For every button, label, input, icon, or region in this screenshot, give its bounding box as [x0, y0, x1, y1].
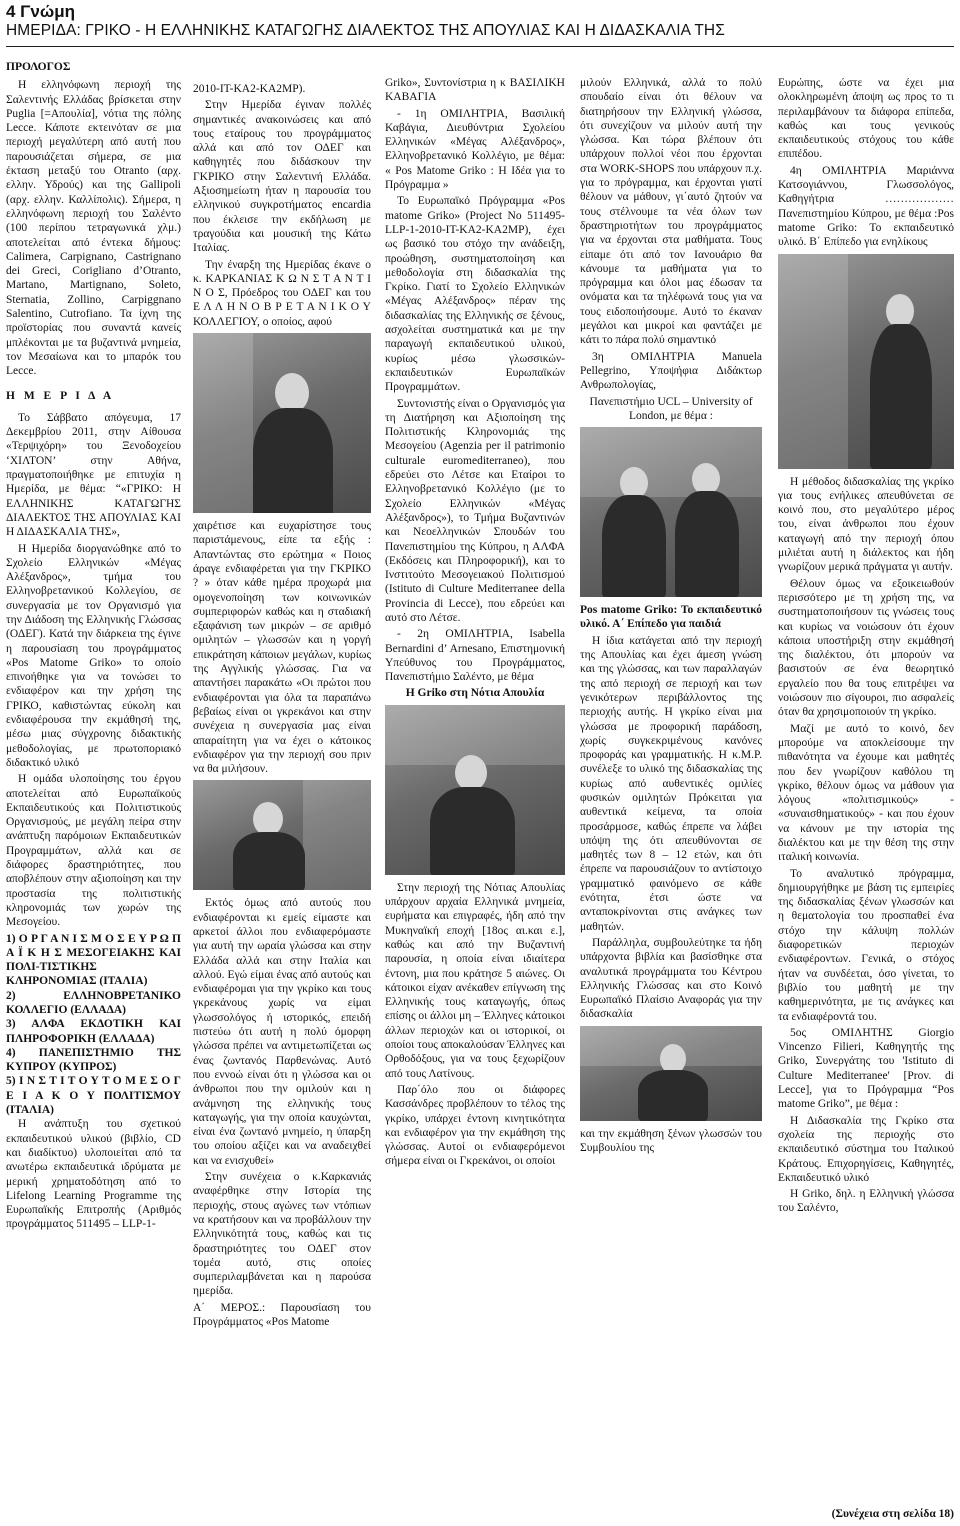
paragraph: Θέλουν όμως να εξοικειωθούν περισσότερο με τη χρήση της, να συστηματοποιήσουν τις γνώσεις τους και κυρίως να νοιώσουν ότι έχουν κάποια υποστήριξη στην εκμάθησή της διαλέκτου, ότι μπορούν να βασιστούν σε ένα θεωρητικό εργαλείο που θα τους επιτρέψει να νοιώσουν πιο σίγουροι, πιο ασφαλείς όταν θα χρησιμοποιούν τη γκρίκο.: [778, 577, 954, 719]
speaker-photo-6: [778, 254, 954, 469]
paragraph: Στην περιοχή της Νότιας Απουλίας υπάρχουν αρχαία Ελληνικά μνημεία, ευρήματα και επιγραφές, ήδη από την Μυκηναϊκή εποχή [18ος αι.και ε.], καθώς και από την Βυζαντινή παρουσία, η οποία είναι ιδιαίτερα έντονη, μια που κράτησε 5 αιώνες. Οι κάτοικοι είχαν ανέκαθεν επίγνωση της Ελληνικής τους καταγωγής, όπως επίσης οι άλλοι μη – Έλληνες κάτοικοι άλλων περιοχών και οι ιστορικοί, οι οποίοι τους αποκαλούσαν Έλληνες και Ορθοδόξους, για να τους ξεχωρίζουν από τους Λατίνους.: [385, 881, 565, 1080]
paragraph: Η μέθοδος διδασκαλίας της γκρίκο για τους ενήλικες απευθύνεται σε κοινό που, στο μεγαλύτερο μέρος του, είναι άνθρωποι που έχουν καταγωγή από την περιοχή όπου μιλιέται αυτή η διάλεκτος και ήδη γνωρίζουν μερικά πράγματα γι αυτήν.: [778, 475, 954, 574]
paragraph: Στην συνέχεια ο κ.Καρκανιάς αναφέρθηκε στην Ιστορία της περιοχής, στους αγώνες των ντόπιων να κρατήσουν και να προβάλλουν την Ελληνικότητά τους, καθώς και τις δραστηριότητες του ΟΔΕΓ στον τομέα αυτό, στις οποίες συμπεριλαμβάνεται και η παρούσα ημερίδα.: [193, 1171, 371, 1298]
paragraph: Μαζί με αυτό το κοινό, δεν μπορούμε να αποκλείσουμε την πιθανότητα να έχουμε και μαθητές που δεν γνωρίζουν καθόλου τη γκρίκο, θέλουν όμως να μάθουν για λόγους «πολιτισμικούς» - «συναισθηματικούς» - και που έχουν να κάνουν με την ιστορία της διαλέκτου και με την θέση της στην ιταλική κοινωνία.: [778, 722, 954, 864]
paragraph: Η ανάπτυξη του σχετικού εκπαιδευτικού υλικού (βιβλίο, CD και διαδίκτυο) υλοποιείται από τα ανωτέρω εκπαιδευτικά ιδρύματα με μερική χρηματοδότηση από το Lifelong Learning Programme της Ευρωπαϊκής Επιτροπής (Αριθμός προγράμματος 511495 – LLP-1-: [6, 1118, 181, 1231]
page-section-label: 4 Γνώμη: [6, 2, 75, 21]
continued-note: (Συνέχεια στη σελίδα 18): [831, 1508, 954, 1520]
speaker-photo-4: [580, 427, 762, 597]
speaker-photo-1: [193, 333, 371, 513]
paragraph: Πανεπιστήμιο UCL – University of London, με θέμα :: [589, 395, 753, 422]
talk-title: Η Griko στη Νότια Απουλία: [405, 687, 545, 700]
article-headline: ΗΜΕΡΙΔΑ: ΓΡΙΚΟ - Η ΕΛΛΗΝΙΚΗΣ ΚΑΤΑΓΩΓΗΣ ΔΙΑΛΕΚΤΟΣ ΤΗΣ ΑΠΟΥΛΙΑΣ ΚΑΙ Η ΔΙΔΑΣΚΑΛΙΑ ΤΗΣ: [6, 22, 725, 39]
paragraph: - 1η ΟΜΙΛΗΤΡΙΑ, Βασιλική Καβάγια, Διευθύντρια Σχολείου Ελληνικών «Μέγας Αλέξανδρος», Ελληνοβρετανικό Κολλέγιο, με θέμα: « Pos Matome Griko : Η Ιδέα για το Πρόγραμμα »: [385, 107, 565, 192]
partner-item: 3) ΑΛΦΑ ΕΚΔΟΤΙΚΗ ΚΑΙ ΠΛΗΡΟΦΟΡΙΚΗ (ΕΛΛΑΔΑ): [6, 1018, 181, 1045]
paragraph: Παράλληλα, συμβουλεύτηκε τα ήδη υπάρχοντα βιβλία και βασίσθηκε στα αναλυτικά προγράμματα του Κέντρου Ελληνικής Γλώσσας και στο Κοινό Ευρωπαϊκό Πλαίσιο Αναφοράς για την διδασκαλία: [580, 936, 762, 1021]
talk-title: Pos matome Griko: Το εκπαιδευτικό υλικό. Α΄ Επίπεδο για παιδιά: [580, 604, 762, 631]
paragraph: Η Διδασκαλία της Γκρίκο στα σχολεία της περιοχής στο εκπαιδευτικό σύστημα του Ιταλικού Κράτους. Επιχορηγίσεις, Καθηγητές, Εκπαιδευτικό υλικό: [778, 1114, 954, 1184]
paragraph: μιλούν Ελληνικά, αλλά το πολύ σπουδαίο είναι ότι θέλουν να διατηρήσουν την Ελληνική γλώσσα, ότι συνεχίζουν να μιλούν αυτή την γλώσσα. Και τώρα βλέπουν ότι υπάρχουν πολλοί νέοι που έρχονται στα WORK-SHOPS που υπάρχουν π.χ. για το πρόγραμμα, και έρχονται γιατί θέλουν να μάθουν, γι΄αυτό ζητούν να τους στέλνουμε τα νέα όλων των δραστηριοτήτων του προγράμματος για να έρχονται στα μαθήματα. Τους είπαμε ότι από τον Ιανουάριο θα κάνουμε τα μαθήματα για το πρόγραμμα και όλοι μας έδωσαν τα ονόματα και τα τηλέφωνά τους για να τους ειδοποιήσουμε. Αυτό το έκαναν μεγάλοι και μικροί και φαντάζει με κάτι το πάρα πολύ σημαντικό: [580, 77, 762, 347]
paragraph: Griko», Συντονίστρια η κ ΒΑΣΙΛΙΚΗ ΚΑΒΑΓΙΑ: [385, 77, 565, 104]
section-heading-event: Η Μ Ε Ρ Ι Δ Α: [6, 389, 115, 402]
partner-item: 2) ΕΛΛΗΝΟΒΡΕΤΑΝΙΚΟ ΚΟΛΛΕΓΙΟ (ΕΛΛΑΔΑ): [6, 989, 181, 1016]
header-rule: [6, 46, 954, 47]
paragraph: Η ελληνόφωνη περιοχή της Σαλεντινής Ελλάδας βρίσκεται στην Puglia [=Απουλία], νότια της πόλης Lecce. Κάποτε εκτεινόταν σε μια περιοχή μεγαλύτερη από αυτή που παρουσιάζεται σήμερα, σε μια έκταση μεταξύ του Otranto (αρχ. ελλην. Υδρούς) και της Gallipoli (αρχ. ελλην. Καλλίπολις). Σήμερα, η ελληνόφωνη περιοχή του Σαλέντο (100 περίπου τετραγωνικά χλμ.) αποτελείται από έντεκα δήμους: Calimera, Carpignano, Castrignano dei Greci, Corigliano d’Otranto, Martano, Martignano, Soleto, Sternatia, Zollino, Carpiggnano Salentino, Cutrofiano. Τα ίχνη της προϊστορίας που συναντά κανείς μπλέκονται με τα βυζαντινά μνημεία, τον Μεσαίωνα και το μπαρόκ του Lecce.: [6, 79, 181, 378]
paragraph: 2010-IT-KA2-KA2MP).: [193, 83, 306, 95]
partner-item: 5) Ι Ν Σ Τ Ι Τ Ο Υ Τ Ο Μ Ε Σ Ο Γ Ε Ι Α Κ Ο Υ ΠΟΛΙΤΙΣΜΟΥ (ΙΤΑΛΙΑ): [6, 1075, 181, 1117]
paragraph: - 2η ΟΜΙΛΗΤΡΙΑ, Isabella Bernardini d’ Arnesano, Επιστημονική Υπεύθυνος του Προγράμματος, Πανεπιστήμιο Σαλέντο, με θέμα: [385, 628, 565, 684]
partner-item: 4) ΠΑΝΕΠΙΣΤΗΜΙΟ ΤΗΣ ΚΥΠΡΟΥ (ΚΥΠΡΟΣ): [6, 1046, 181, 1074]
paragraph: Το αναλυτικό πρόγραμμα, δημιουργήθηκε με βάση τις εμπειρίες της διδασκαλίας ξένων γλωσσών και η θεματολογία του προσπαθεί ένα στόχο την κάλυψη πολλών διαφορετικών περιοχών ενδιαφέροντων. Γενικά, ο στόχος ήταν να συνδέεται, όσο γίνεται, το βιβλίο του μαθητή με την καθημερινότητα, με τις ανάγκες και τα ενδιαφέροντά του.: [778, 867, 954, 1023]
speaker-photo-2: [193, 780, 371, 890]
column-3: [385, 76, 565, 1171]
column-5: [778, 76, 954, 1218]
column-1: [6, 58, 181, 1234]
paragraph: Η ομάδα υλοποίησης του έργου αποτελείται από Ευρωπαϊκούς Εκπαιδευτικούς και Πολιτιστικούς Οργανισμούς, με μεγάλη πείρα στην ανάπτυξη παρόμοιων Εκπαιδευτικών Προγραμμάτων, αλλά και σε διάφορες δραστηριότητες, που αποβλέπουν στην αξιοποίηση και την προστασία της πολιτιστικής κληρονομιάς των χωρών της Μεσογείου.: [6, 773, 181, 929]
paragraph: Την έναρξη της Ημερίδας έκανε ο κ. ΚΑΡΚΑΝΙΑΣ Κ Ω Ν Σ Τ Α Ν Τ Ι Ν Ο Σ, Πρόεδρος του ΟΔΕΓ και του Ε Λ Λ Η Ν Ο Β Ρ Ε Τ Α Ν Ι Κ Ο Υ ΚΟΛΛΕΓΙΟΥ, ο οποίος, αφού: [193, 258, 371, 328]
paragraph: Εκτός όμως από αυτούς που ενδιαφέρονται κι εμείς είμαστε και αρκετοί άλλοι που ενδιαφερόμαστε για αυτή την ωραία γλώσσα και στην Ελλάδα αλλά και στην Ιταλία και αλλού. Εγώ είμαι ένας από αυτούς και ενδιαφέρομαι για την γκρίκο και τους γκρεκάνους χωρίς να είμαι γλωσσολόγος ή ιστορικός, επειδή πιστεύω ότι αυτή η πολύ όμορφη γλώσσα πρέπει να αντιμετωπίζεται ως ένας ζωντανός Παρθενώνας. Αυτό που εννοώ είναι ότι η γλώσσα και οι άνθρωποι που την ομιλούν και η ανάμνηση της ελληνικής τους καταγωγής, για την οποία καυχώνται, είναι ένα ζωντανό μνημείο, η ύπαρξη του οποίου αξίζει και να αναδειχθεί και να ενισχυθεί»: [193, 897, 371, 1167]
paragraph: Η Griko, δηλ. η Ελληνική γλώσσα του Σαλέντο,: [778, 1188, 954, 1215]
paragraph: Συντονιστής είναι ο Οργανισμός για τη Διατήρηση και Αξιοποίηση της Πολιτιστικής Κληρονομιάς της Μεσογείου (Agenzia per il patrimonio culturale euromediterraneo), που εδρεύει στο Λέτσε και Εταίροι το Ελληνοβρετανικό Κολλέγιο (με το Σχολείο Ελληνικών «Μέγας Αλέξανδρος»), το Τμήμα Βυζαντινών και Νεοελληνικών Σπουδών του Πανεπιστημίου της Κύπρου, η ΑΛΦΑ (Εκδόσεις και Πληροφορική), και το Ινστιτούτο Μεσογειακού Πολιτισμού (Istituto di Culture Mediterranee della Provincia di Lecce), που εδρεύει και αυτό στο Λέτσε.: [385, 397, 565, 624]
paragraph: Η ίδια κατάγεται από την περιοχή της Απουλίας και έχει άμεση γνώση και της γλώσσας, και των παραλλαγών της από περιοχή σε περιοχή και των γενικότερων περιβάλλοντος της περιοχής αυτής. Η γκρίκο είναι μια γλώσσα με προφορική παράδοση, χωρίς συγκεκριμένους κανόνες προφοράς και γραμματικής. Η κ.Μ.Ρ. συνέλεξε το υλικό της διδασκαλίας της κυρίως από αυθεντικές ομιλίες φυσικών ομιλητών Πρόκειται για αυθεντικά κείμενα, τα οποία προσάρμοσε, καθώς έπρεπε να λάβει υπόψη της ότι απευθύνονται σε μαθητές των 8 – 12 ετών, και ότι έπρεπε να παρουσιάζουν το αντίστοιχο γραμματικό φαινόμενο σε κάθε ενότητα, έτσι ώστε να ανταποκρίνονται στις ανάγκες των μαθητών.: [580, 634, 762, 933]
paragraph: 4η ΟΜΙΛΗΤΡΙΑ Μαριάννα Κατσογιάννου, Γλωσσολόγος, Καθηγήτρια ……………… Πανεπιστημίου Κύπρου, με θέμα :Pos matome Griko: Το εκπαιδευτικό υλικό. Β΄ Επίπεδο για ενηλίκους: [778, 164, 954, 249]
paragraph: Ευρώπης, ώστε να έχει μια ολοκληρωμένη άποψη ως προς το τι περιλαμβάνουν τα διάφορα επίπεδα, καθώς και τους γενικούς εκπαιδευτικούς στόχους του κάθε επιπέδου.: [778, 77, 954, 161]
paragraph: 5ος ΟΜΙΛΗΤΗΣ Giorgio Vincenzo Filieri, Καθηγητής της Griko, Συνεργάτης του 'Istituto di Culture Mediterranee' [Prov. di Lecce], για το Πρόγραμμα “Pos matome Griko”, με θέμα :: [778, 1026, 954, 1111]
section-heading-prologue: ΠΡΟΛΟΓΟΣ: [6, 61, 71, 73]
paragraph: 3η ΟΜΙΛΗΤΡΙΑ Manuela Pellegrino, Υποψήφια Διδάκτωρ Ανθρωπολογίας,: [580, 350, 762, 392]
paragraph: και την εκμάθηση ξένων γλωσσών του Συμβουλίου της: [580, 1127, 762, 1155]
paragraph: Το Ευρωπαϊκό Πρόγραμμα «Pos matome Griko» (Project No 511495-LLP-1-2010-IT-KA2-KA2MP), έχει ως βασικό του στόχο την ανάδειξη, προώθηση, συστηματοποίηση και μεθοδολογία στη διδασκαλία της Γκρίκο. Γιατί το Σχολείο Ελληνικών «Μέγας Αλέξανδρος» πέραν της διδασκαλίας της Ελληνικής σε ξένους, ασχολείται συστηματικά και με την παραγωγή εκπαιδευτικού υλικού, κυρίως μέσω γλωσσικών-εκπαιδευτικών Ευρωπαϊκών Προγραμμάτων.: [385, 195, 565, 394]
paragraph: χαιρέτισε και ευχαρίστησε τους παριστάμενους, είπε τα εξής : Απαντώντας στο ερώτημα « Ποιος άραγε ενδιαφέρεται για την ΓΚΡΙΚΟ ? » όταν κάθε ημέρα προχωρά μια ομογενοποίηση των κοινωνικών συμπεριφορών καθώς και η σταδιακή εξαφάνιση των μικρών – σε αριθμό ομιλητών – γλωσσών και η γοργή επικράτηση κάποιων μεγάλων, κυρίως της Αγγλικής γλώσσας. Για να απαντήσει παρακάτω «Οι πρώτοι που ενδιαφέρονται για όλα τα παραπάνω βεβαίως είναι οι γκρεκάνοι και στην συνέχεια η συνεργασία μας είναι απαραίτητη για να έχει ο κάτοικος ενδιαφέρον για την περιοχή σου πριν να θα μιλήσουν.: [193, 520, 371, 776]
page-header: [6, 2, 954, 40]
speaker-photo-3: [385, 705, 565, 875]
paragraph: Παρ΄όλο που οι διάφορες Κασσάνδρες προβλέπουν το τέλος της γκρίκο, υπάρχει έντονη κινητικότητα και ενδιαφέρον για την εκμάθηση της γλώσσας. Αυτοί οι ενδιαφερόμενοι σήμερα είναι οι Γκρεκάνοι, οι οποίοι: [385, 1083, 565, 1168]
column-2: [193, 82, 371, 1331]
speaker-photo-5: [580, 1026, 762, 1121]
column-4: [580, 76, 762, 1157]
paragraph: Το Σάββατο απόγευμα, 17 Δεκεμβρίου 2011, στην Αίθουσα «Τερψιχόρη» του Ξενοδοχείου ‘ΧΙΛΤΟΝ’ στην Αθήνα, πραγματοποιήθηκε με επιτυχία η Ημερίδα, με θέμα: “«ΓΡΙΚΟ: Η ΕΛΛΗΝΙΚΗΣ ΚΑΤΑΓΩΓΗΣ ΔΙΑΛΕΚΤΟΣ ΤΗΣ ΑΠΟΥΛΙΑΣ ΚΑΙ Η ΔΙΔΑΣΚΑΛΙΑ ΤΗΣ»,: [6, 411, 181, 539]
partner-item: 1) Ο Ρ Γ Α Ν Ι Σ Μ Ο Σ Ε Υ Ρ Ω Π Α Ϊ Κ Η Σ ΜΕΣΟΓΕΙΑΚΗΣ ΚΑΙ ΠΟΛΙ-ΤΙΣΤΙΚΗΣ ΚΛΗΡΟΝΟΜΙΑΣ (ΙΤΑΛΙΑ): [6, 932, 181, 988]
paragraph: Στην Ημερίδα έγιναν πολλές σημαντικές ανακοινώσεις και από τους εταίρους του προγράμματος αλλά και από τον ΟΔΕΓ και καθηγητές που διδάσκουν την ΓΚΡΙΚΟ στην Σαλεντινή Ελλάδα. Αξιοσημείωτη ήταν η παρουσία του ελληνικού συγκροτήματος encardia που έκλεισε την εκδήλωση με τραγούδια και μουσική της Κάτω Ιταλίας.: [193, 99, 371, 255]
paragraph: Η Ημερίδα διοργανώθηκε από το Σχολείο Ελληνικών «Μέγας Αλέξανδρος», τμήμα του Ελληνοβρετανικού Κολλεγίου, σε συνεργασία με τον Οργανισμό για την Διάδοση της Ελληνικής Γλώσσας (ΟΔΕΓ). Κατά την διάρκεια της έγινε η παρουσίαση του προγράμματος «Pos Matome Griko» το οποίο επινοήθηκε για να τονώσει το ενδιαφέρον και την χρήση της ΓΡΙΚΟ, καθιστώντας εύκολη και ενδιαφέρουσα την εκμάθησή της, μέσω μιας σύγχρονης διδακτικής μεθοδολογίας, με πρωτοποριακό διδακτικό υλικό: [6, 542, 181, 769]
paragraph: Α΄ ΜΕΡΟΣ.: Παρουσίαση του Προγράμματος «Pos Matome: [193, 1301, 371, 1328]
